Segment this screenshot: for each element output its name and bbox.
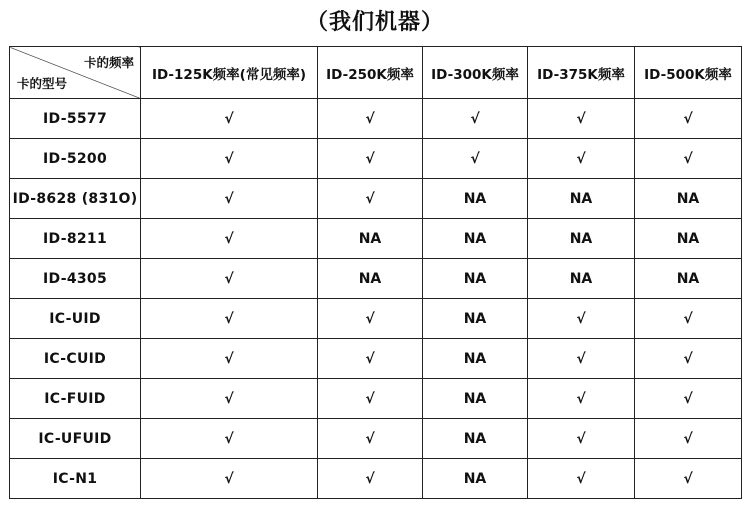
supported-check-cell-125k: √ bbox=[141, 219, 318, 259]
supported-check-cell-250k: √ bbox=[318, 179, 423, 219]
table-row bbox=[10, 179, 742, 219]
card-model-cell: IC-FUID bbox=[10, 379, 141, 419]
supported-check-cell-125k: √ bbox=[141, 179, 318, 219]
card-model-cell: ID-8628 (831O) bbox=[10, 179, 141, 219]
card-model-cell: ID-5577 bbox=[10, 99, 141, 139]
supported-check-cell-500k: √ bbox=[635, 459, 742, 499]
card-model-cell: ID-5200 bbox=[10, 139, 141, 179]
table-row bbox=[10, 259, 742, 299]
table-row bbox=[10, 219, 742, 259]
card-model-cell: IC-N1 bbox=[10, 459, 141, 499]
table-row bbox=[10, 379, 742, 419]
not-supported-cell-300k: NA bbox=[423, 299, 528, 339]
not-supported-cell-500k: NA bbox=[635, 259, 742, 299]
column-header-125k: ID-125K频率(常见频率) bbox=[141, 47, 318, 99]
not-supported-cell-300k: NA bbox=[423, 459, 528, 499]
card-model-cell: ID-8211 bbox=[10, 219, 141, 259]
not-supported-cell-300k: NA bbox=[423, 419, 528, 459]
supported-check-cell-375k: √ bbox=[528, 419, 635, 459]
supported-check-cell-500k: √ bbox=[635, 299, 742, 339]
table-row bbox=[10, 139, 742, 179]
not-supported-cell-375k: NA bbox=[528, 219, 635, 259]
supported-check-cell-250k: √ bbox=[318, 459, 423, 499]
model-axis-label: 卡的型号 bbox=[17, 76, 68, 91]
supported-check-cell-375k: √ bbox=[528, 459, 635, 499]
supported-check-cell-375k: √ bbox=[528, 139, 635, 179]
not-supported-cell-375k: NA bbox=[528, 259, 635, 299]
table-row bbox=[10, 339, 742, 379]
table-row bbox=[10, 419, 742, 459]
supported-check-cell-375k: √ bbox=[528, 379, 635, 419]
supported-check-cell-375k: √ bbox=[528, 299, 635, 339]
column-header-375k: ID-375K频率 bbox=[528, 47, 635, 99]
column-header-500k: ID-500K频率 bbox=[635, 47, 742, 99]
supported-check-cell-500k: √ bbox=[635, 419, 742, 459]
not-supported-cell-500k: NA bbox=[635, 219, 742, 259]
supported-check-cell-375k: √ bbox=[528, 99, 635, 139]
table-caption: （我们机器） bbox=[305, 10, 444, 35]
supported-check-cell-500k: √ bbox=[635, 379, 742, 419]
not-supported-cell-300k: NA bbox=[423, 219, 528, 259]
not-supported-cell-300k: NA bbox=[423, 339, 528, 379]
supported-check-cell-125k: √ bbox=[141, 259, 318, 299]
diagonal-header-cell bbox=[10, 47, 141, 99]
card-model-cell: IC-UID bbox=[10, 299, 141, 339]
supported-check-cell-250k: √ bbox=[318, 419, 423, 459]
table-row bbox=[10, 299, 742, 339]
supported-check-cell-250k: √ bbox=[318, 379, 423, 419]
not-supported-cell-250k: NA bbox=[318, 259, 423, 299]
not-supported-cell-300k: NA bbox=[423, 179, 528, 219]
supported-check-cell-500k: √ bbox=[635, 99, 742, 139]
not-supported-cell-250k: NA bbox=[318, 219, 423, 259]
table-body bbox=[10, 99, 742, 499]
supported-check-cell-250k: √ bbox=[318, 299, 423, 339]
not-supported-cell-300k: NA bbox=[423, 259, 528, 299]
card-model-cell: IC-UFUID bbox=[10, 419, 141, 459]
frequency-axis-label: 卡的频率 bbox=[83, 55, 134, 70]
supported-check-cell-125k: √ bbox=[141, 459, 318, 499]
supported-check-cell-375k: √ bbox=[528, 339, 635, 379]
table-row bbox=[10, 99, 742, 139]
supported-check-cell-500k: √ bbox=[635, 339, 742, 379]
not-supported-cell-375k: NA bbox=[528, 179, 635, 219]
supported-check-cell-250k: √ bbox=[318, 339, 423, 379]
supported-check-cell-500k: √ bbox=[635, 139, 742, 179]
column-header-250k: ID-250K频率 bbox=[318, 47, 423, 99]
column-header-300k: ID-300K频率 bbox=[423, 47, 528, 99]
header-row bbox=[10, 47, 742, 99]
frequency-compatibility-table bbox=[9, 46, 742, 499]
supported-check-cell-250k: √ bbox=[318, 139, 423, 179]
not-supported-cell-500k: NA bbox=[635, 179, 742, 219]
table-row bbox=[10, 459, 742, 499]
supported-check-cell-300k: √ bbox=[423, 99, 528, 139]
not-supported-cell-300k: NA bbox=[423, 379, 528, 419]
supported-check-cell-125k: √ bbox=[141, 419, 318, 459]
supported-check-cell-125k: √ bbox=[141, 339, 318, 379]
card-model-cell: IC-CUID bbox=[10, 339, 141, 379]
supported-check-cell-250k: √ bbox=[318, 99, 423, 139]
supported-check-cell-125k: √ bbox=[141, 99, 318, 139]
supported-check-cell-125k: √ bbox=[141, 299, 318, 339]
supported-check-cell-300k: √ bbox=[423, 139, 528, 179]
supported-check-cell-125k: √ bbox=[141, 139, 318, 179]
card-model-cell: ID-4305 bbox=[10, 259, 141, 299]
supported-check-cell-125k: √ bbox=[141, 379, 318, 419]
